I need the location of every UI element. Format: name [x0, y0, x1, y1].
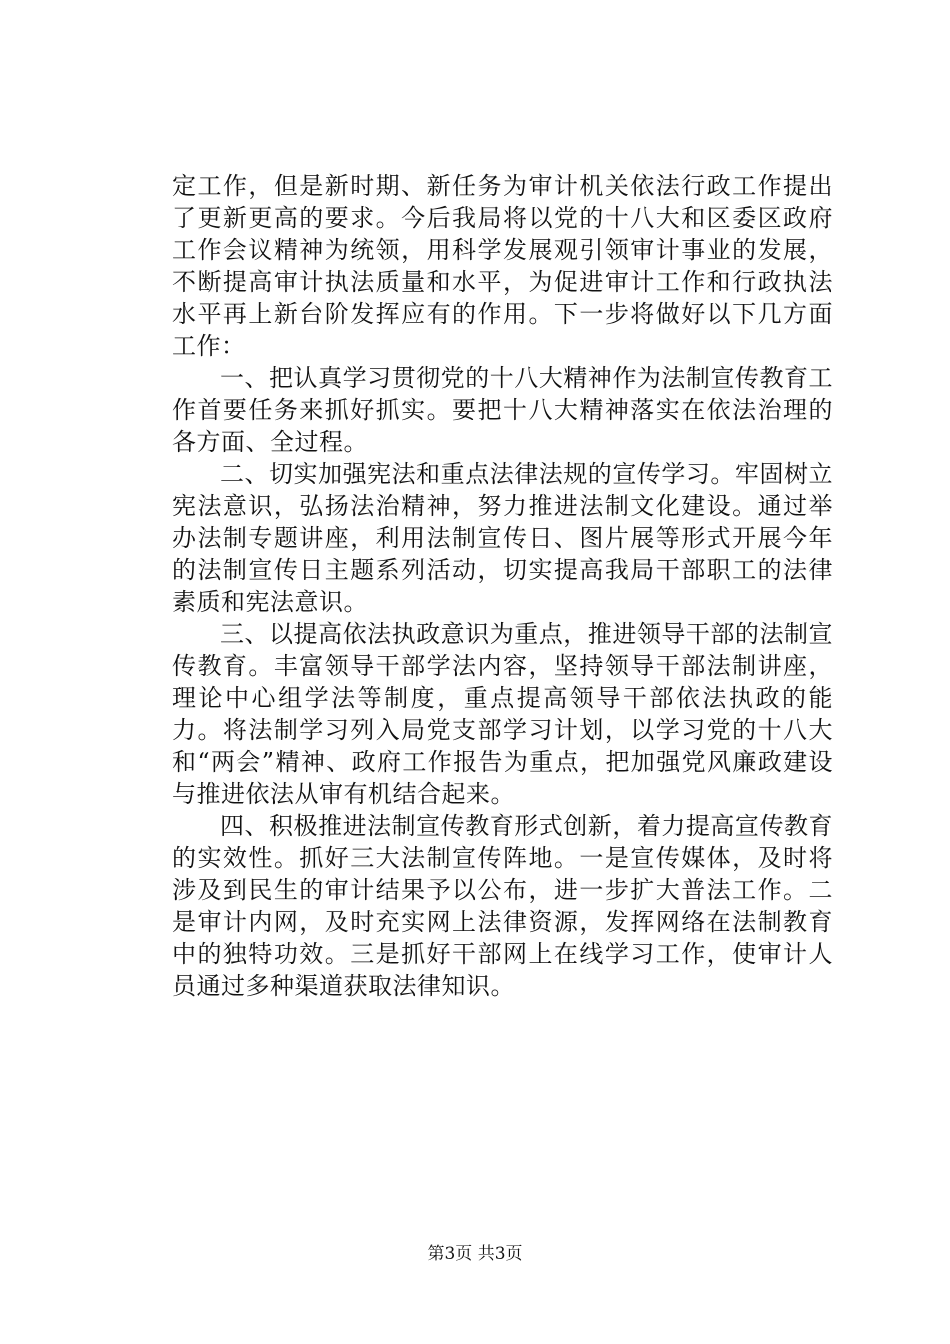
paragraph-item-2: 二、切实加强宪法和重点法律法规的宣传学习。牢固树立宪法意识，弘扬法治精神，努力推进法制文化建设。通过举办法制专题讲座，利用法制宣传日、图片展等形式开展今年的法制宣传日主题系列活动，切实提高我局干部职工的法律素质和宪法意识。 [172, 460, 833, 616]
paragraph-item-1: 一、把认真学习贯彻党的十八大精神作为法制宣传教育工作首要任务来抓好抓实。要把十八大精神落实在依法治理的各方面、全过程。 [172, 364, 833, 456]
paragraph-item-3: 三、以提高依法执政意识为重点，推进领导干部的法制宣传教育。丰富领导干部学法内容，坚持领导干部法制讲座，理论中心组学法等制度，重点提高领导干部依法执政的能力。将法制学习列入局党支部学习计划，以学习党的十八大和“两会”精神、政府工作报告为重点，把加强党风廉政建设与推进依法从审有机结合起来。 [172, 620, 833, 808]
paragraph-continuation: 定工作，但是新时期、新任务为审计机关依法行政工作提出了更新更高的要求。今后我局将以党的十八大和区委区政府工作会议精神为统领，用科学发展观引领审计事业的发展，不断提高审计执法质量和水平，为促进审计工作和行政执法水平再上新台阶发挥应有的作用。下一步将做好以下几方面工作： [172, 172, 833, 360]
page-number: 第3页 共3页 [427, 1244, 523, 1264]
page-footer [0, 1242, 950, 1266]
document-body [172, 170, 833, 1002]
paragraph-item-4: 四、积极推进法制宣传教育形式创新，着力提高宣传教育的实效性。抓好三大法制宣传阵地。一是宣传媒体，及时将涉及到民生的审计结果予以公布，进一步扩大普法工作。二是审计内网，及时充实网上法律资源，发挥网络在法制教育中的独特功效。三是抓好干部网上在线学习工作，使审计人员通过多种渠道获取法律知识。 [172, 812, 833, 1000]
